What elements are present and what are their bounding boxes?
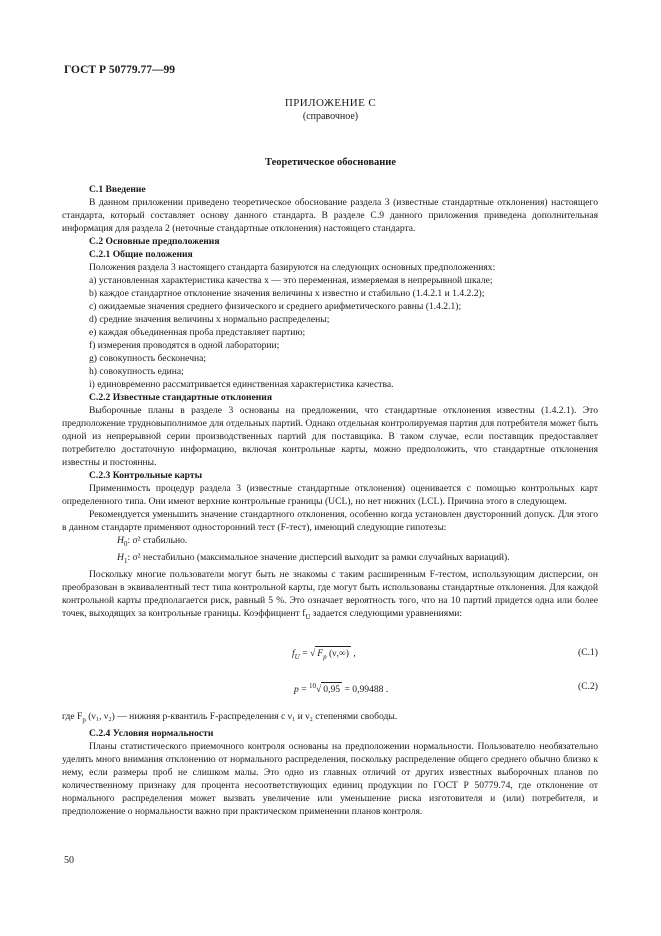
list-item: d) средние значения величины x нормально распределены; [89, 314, 330, 325]
hypothesis-h1: $H_1$: σ² нестабильно (максимальное значение дисперсий выходит за рамки случайных вариаций). [117, 551, 510, 565]
document-code: ГОСТ Р 50779.77—99 [64, 64, 175, 76]
formula-number: (С.2) [578, 680, 598, 692]
paragraph-c21: Положения раздела 3 настоящего стандарта базируются на следующих основных предположениях: [89, 262, 496, 273]
list-item: h) совокупность едина; [89, 366, 184, 377]
heading-c21: С.2.1 Общие положения [89, 249, 193, 260]
section-title: Теоретическое обоснование [264, 157, 397, 168]
list-item: c) ожидаемые значения среднего физического и среднего арифметического равны (1.4.2.1); [89, 301, 462, 312]
hypothesis-h0: $H_0$: σ² стабильно. [117, 535, 188, 548]
heading-c2: С.2 Основные предположения [89, 236, 220, 247]
heading-c1: С.1 Введение [89, 184, 146, 195]
paragraph-c23-2: Рекомендуется уменьшить значение стандартного отклонения, особенно когда установлен двусторонний допуск. Для этого в данном стандарте применяют односторонний тест (F-тест), имеющий следующие гипотезы: [62, 509, 598, 533]
formula-c2: p = $^{10}$√ 0,95 = 0,99488 . (С.2) [294, 680, 598, 695]
appendix-subtitle: (справочное) [302, 111, 359, 122]
list-item: g) совокупность бесконечна; [89, 353, 207, 364]
list-item: e) каждая объединенная проба представляет партию; [89, 327, 306, 338]
heading-c22: С.2.2 Известные стандартные отклонения [89, 392, 273, 403]
list-item: f) измерения проводятся в одной лаборатории; [89, 340, 280, 351]
document-body [62, 183, 598, 818]
formula-legend: где $F_p$ (ν₁, ν₂) — нижняя p-квантиль F-распределения с ν₁ и ν₂ степенями свободы. [62, 710, 398, 724]
formula-number: (С.1) [578, 646, 598, 658]
formula-c1: $f_U$ = √ $F_p$ (ν,∞) , (С.1) [62, 638, 598, 672]
list-item: b) каждое стандартное отклонение значения величины x известно и стабильно (1.4.2.1 и 1.4.2.2); [89, 288, 485, 299]
paragraph-c23-1: Применимость процедур раздела 3 (известные стандартные отклонения) оценивается с помощью контрольных карт определенного типа. Они имеют верхние контрольные границы (UCL), но нет нижних (LCL). Причина этого в следующем. [62, 483, 598, 507]
list-item: a) установленная характеристика качества x — это переменная, измеряемая в непрерывной шкале; [89, 275, 493, 286]
paragraph-c23-3: Поскольку многие пользователи могут быть не знакомы с таким расширенным F-тестом, использующим дисперсии, он преобразован в эквивалентный тест типа контрольной карты, где могут быть использованы стандартные отклонения. Для каждой контрольной карты предполагается риск, равный 5 %. Это означает вероятность того, что на 10 партий придется одна или более точек, выходящих за контрольные границы. Коэффициент $f_U$ задается следующими уравнениями: [62, 568, 598, 621]
paragraph-c24: Планы статистического приемочного контроля основаны на предположении нормальности. Пользователю необязательно уделять много внимания отклонению от нормального распределения, поскольку распределение общего среднего обычно близко к нему, если размеры проб не слишком малы. Это одно из главных отличий от других известных выборочных планов по количественному признаку для процента несоответствующих единиц продукции по ГОСТ Р 50779.74, где отклонение от нормального распределения может вызвать увеличение или уменьшение риска изготовителя и (или) потребителя, и предположение о нормальности важно при практическом применении планов контроля. [62, 740, 598, 817]
heading-c24: С.2.4 Условия нормальности [89, 727, 214, 739]
paragraph-c22: Выборочные планы в разделе 3 основаны на предложении, что стандартные отклонения известны (1.4.2.1). Это предположение трудновыполнимое для отдельных партий. Однако отдельная контролируемая партия для потребителя может быть одной из непрерывной серии производственных партий для поставщика. В таком случае, если поставщик предоставляет потребителю достаточную информацию, включая контрольные карты, можно предположить, что стандартные отклонения известны и постоянны. [62, 405, 598, 468]
list-item: i) единовременно рассматривается единственная характеристика качества. [89, 379, 394, 390]
appendix-title: ПРИЛОЖЕНИЕ С [284, 97, 377, 109]
heading-c23: С.2.3 Контрольные карты [89, 470, 203, 481]
page-number: 50 [64, 855, 74, 866]
paragraph-c1: В данном приложении приведено теоретическое обоснование раздела 3 (известные стандартные отклонения) настоящего стандарта, который составляет основу данного стандарта. В разделе С.9 данного приложения приведена дополнительная информация для раздела 2 (неточные стандартные отклонения) настоящего стандарта. [62, 197, 598, 234]
